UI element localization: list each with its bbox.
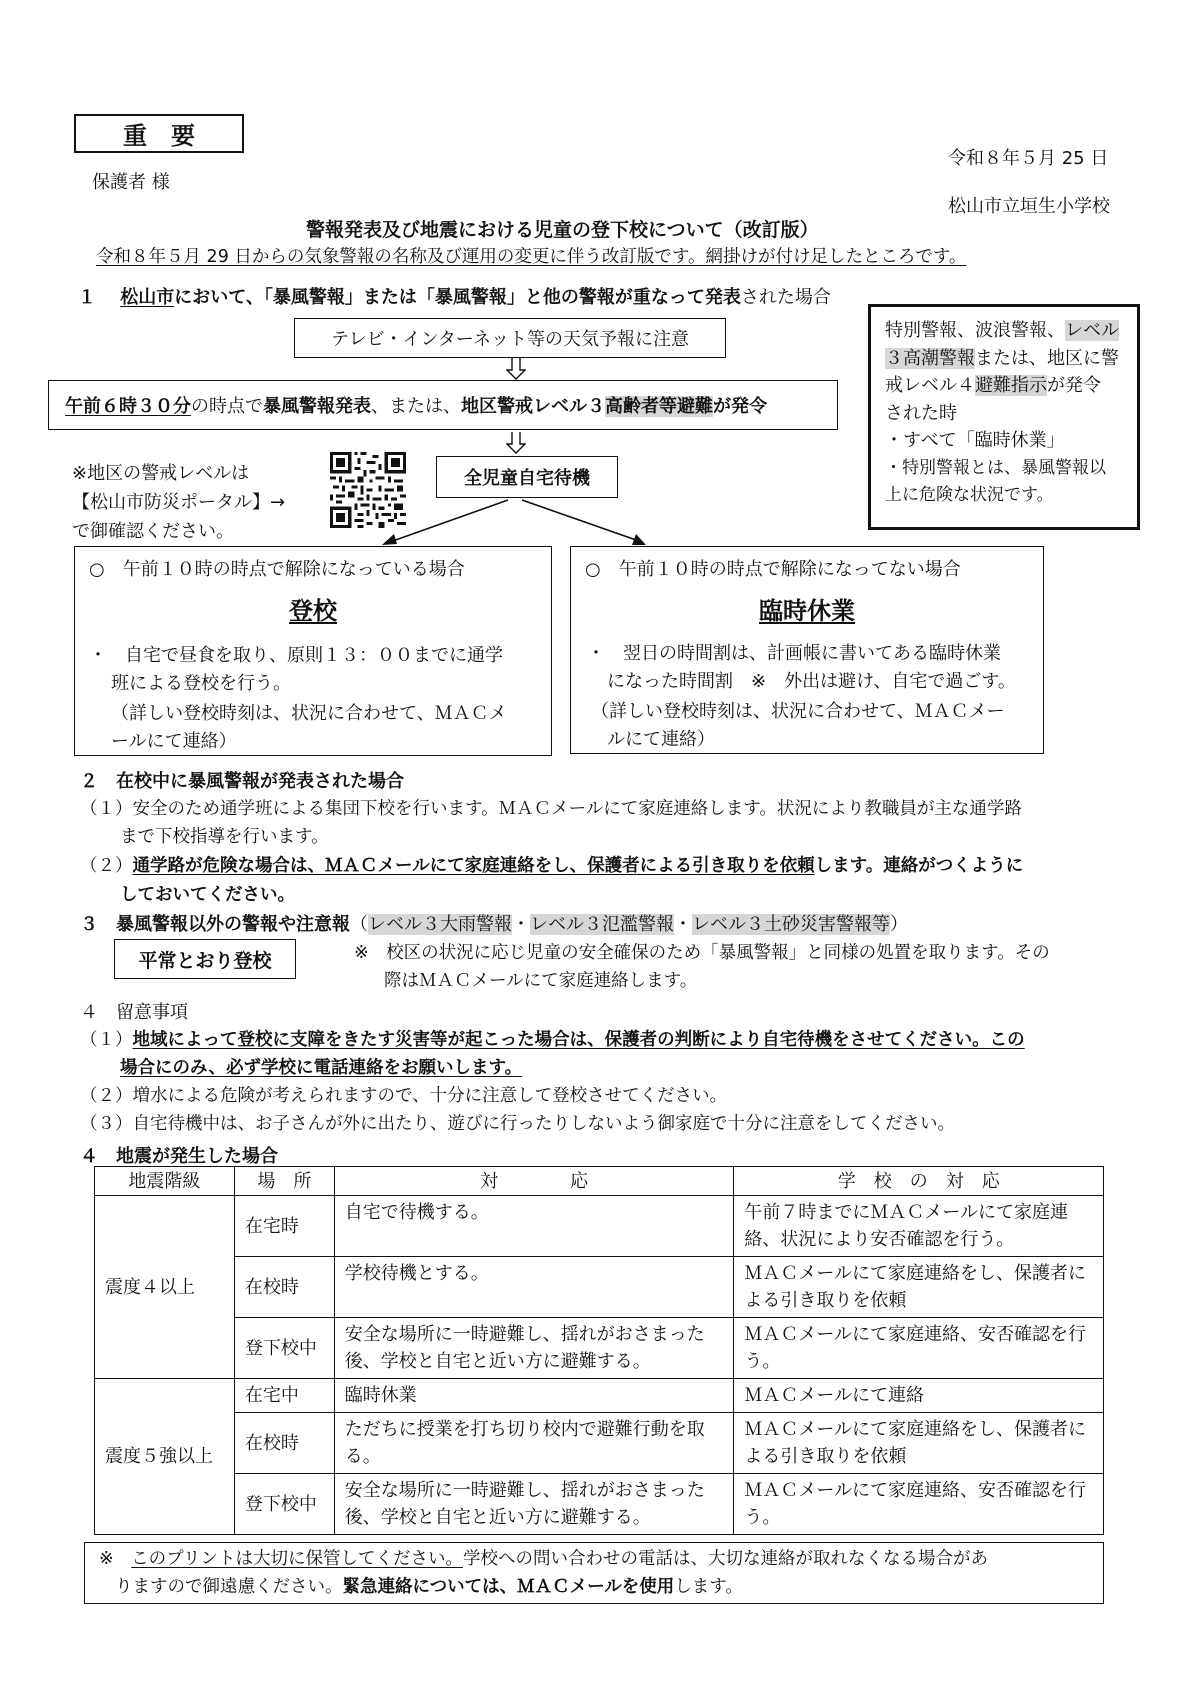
section3-level3-rain: レベル３大雨警報 — [368, 914, 512, 935]
footer-line-1 — [99, 1545, 1089, 1573]
level-note-1: ※地区の警戒レベルは — [72, 463, 250, 484]
special-line-1 — [885, 317, 1127, 345]
footer-emergency: 緊急連絡については、ＭＡＣメールを使用 — [342, 1577, 675, 1597]
footer-text-1: 学校への問い合わせの電話は、大切な連絡が取れなくなる場合があ — [462, 1549, 988, 1569]
section3-note-1: ※ 校区の状況に応じ児童の安全確保のため「暴風警報」と同様の処置を取ります。その — [354, 943, 1050, 963]
school-cell: ＭＡＣメールにて連絡 — [734, 1379, 1104, 1413]
table-row — [95, 1196, 1104, 1257]
section2-heading: ２ 在校中に暴風警報が発表された場合 — [80, 771, 404, 792]
earthquake-table — [94, 1166, 1104, 1535]
footer-note-box — [84, 1542, 1104, 1604]
tv-notice-box — [294, 318, 726, 358]
normal-school-label: 平常とおり登校 — [138, 949, 272, 972]
section2-para2-end: しておいてください。 — [120, 885, 295, 905]
col-header-response: 対 応 — [334, 1167, 734, 1196]
level-group-1: 震度４以上 — [95, 1196, 235, 1379]
special-line-2 — [885, 345, 1127, 373]
response-cell: 自宅で待機する。 — [334, 1196, 734, 1257]
special-text-2a: ３高潮警報 — [885, 347, 975, 369]
section1-heading-tail: された場合 — [740, 287, 831, 308]
section1-number: １ — [78, 287, 96, 308]
level-group-2: 震度５強以上 — [95, 1379, 235, 1535]
place-cell: 在校時 — [234, 1413, 334, 1474]
section4-para1-end: 場合にのみ、必ず学校に電話連絡をお願いします。 — [120, 1058, 523, 1078]
response-cell: 安全な場所に一時避難し、揺れがおさまった後、学校と自宅と近い方に避難する。 — [334, 1318, 734, 1379]
school-cell: ＭＡＣメールにて家庭連絡、安否確認を行う。 — [734, 1474, 1104, 1535]
school-name: 松山市立垣生小学校 — [948, 196, 1110, 217]
section4-para3: （３）自宅待機中は、お子さんが外に出たり、遊びに行ったりしないよう御家庭で十分に注意をしてください。 — [80, 1114, 955, 1134]
school-cell: ＭＡＣメールにて家庭連絡、安否確認を行う。 — [734, 1318, 1104, 1379]
table-row — [95, 1318, 1104, 1379]
place-cell: 在校時 — [234, 1257, 334, 1318]
col-header-school-response: 学 校 の 対 応 — [734, 1167, 1104, 1196]
level-note-2: 【松山市防災ポータル】→ — [72, 492, 286, 513]
condition-box — [48, 380, 838, 430]
special-text-3c: が発令 — [1047, 375, 1101, 396]
special-line-3 — [885, 372, 1127, 400]
tv-notice-text: テレビ・インターネット等の天気予報に注意 — [330, 329, 690, 350]
case-not-lifted-box — [570, 546, 1044, 754]
issue-date: 令和８年５月 25 日 — [948, 148, 1109, 169]
recipient: 保護者 様 — [92, 172, 170, 193]
section2-para2-bold: 通学路が危険な場合は、ＭＡＣメールにて家庭連絡をし、保護者による引き取りを依頼 — [132, 856, 815, 876]
special-line-6: ・特別警報とは、暴風警報以 — [885, 457, 1106, 478]
response-cell: 学校待機とする。 — [334, 1257, 734, 1318]
table-row — [95, 1413, 1104, 1474]
school-cell: 午前７時までにＭＡＣメールにて家庭連絡、状況により安否確認を行う。 — [734, 1196, 1104, 1257]
section4-heading: ４ 留意事項 — [80, 1002, 188, 1023]
section3-level3-flood: レベル３氾濫警報 — [530, 914, 674, 935]
section2-para2 — [80, 852, 1023, 877]
condition-storm: 暴風警報発表 — [263, 396, 371, 417]
footer-text-3: します。 — [674, 1577, 743, 1597]
case-not-lifted-text-1: ・ 翌日の時間割は、計画帳に書いてある臨時休業 — [587, 643, 1001, 664]
case-lifted-box — [74, 546, 552, 756]
footer-text-2: りますので御遠慮ください。 — [115, 1577, 343, 1597]
section3-note-2: 際はＭＡＣメールにて家庭連絡します。 — [384, 971, 698, 991]
section2-para2-tail: します。連絡がつくように — [814, 856, 1024, 876]
school-cell: ＭＡＣメールにて家庭連絡をし、保護者による引き取りを依頼 — [734, 1257, 1104, 1318]
table-header-row — [95, 1167, 1104, 1196]
section3-sep-1: ・ — [512, 914, 530, 935]
col-header-place: 場 所 — [234, 1167, 334, 1196]
normal-school-box — [114, 939, 296, 979]
col-header-level: 地震階級 — [95, 1167, 235, 1196]
condition-time: 午前６時３０分 — [65, 396, 191, 417]
case-not-lifted-text-4: ルにて連絡） — [607, 729, 715, 750]
section3-heading — [80, 910, 908, 936]
case-lifted-text-3: （詳しい登校時刻は、状況に合わせて、ＭＡＣメ — [111, 703, 507, 724]
place-cell: 在宅時 — [234, 1196, 334, 1257]
case-lifted-text-4: ールにて連絡） — [111, 731, 237, 752]
special-text-3a: 戒レベル４ — [885, 375, 975, 396]
response-cell: ただちに授業を打ち切り校内で避難行動を取る。 — [334, 1413, 734, 1474]
special-warning-box — [868, 304, 1140, 530]
section4-para1 — [80, 1026, 1025, 1051]
footer-mark: ※ — [99, 1549, 132, 1569]
page-title: 警報発表及び地震における児童の登下校について（改訂版） — [306, 219, 819, 241]
special-text-2b: または、地区に警 — [975, 347, 1119, 369]
table-row — [95, 1379, 1104, 1413]
special-text-3b: 避難指示 — [975, 375, 1047, 396]
important-label: 重 要 — [123, 122, 195, 150]
special-line-4: された時 — [885, 402, 957, 424]
condition-level3: 地区警戒レベル３ — [461, 396, 605, 417]
condition-text-2: 、または、 — [371, 396, 461, 417]
place-cell: 登下校中 — [234, 1474, 334, 1535]
response-cell: 臨時休業 — [334, 1379, 734, 1413]
case-not-lifted-text-3: （詳しい登校時刻は、状況に合わせて、ＭＡＣメー — [591, 701, 1005, 722]
section1-heading — [78, 283, 831, 309]
condition-text-1: の時点で — [191, 396, 263, 417]
section1-heading-city: 松山市 — [120, 287, 175, 308]
down-arrow-icon — [506, 358, 526, 380]
section3-level3-landslide: レベル３土砂災害警報等 — [692, 914, 890, 935]
place-cell: 登下校中 — [234, 1318, 334, 1379]
section3-paren-close: ） — [890, 914, 908, 935]
condition-issued: が発令 — [713, 396, 767, 417]
special-line-7: 上に危険な状況です。 — [885, 485, 1054, 505]
footer-line-2 — [99, 1573, 1089, 1601]
footer-keep: このプリントは大切に保管してください。 — [131, 1549, 463, 1569]
section3-paren-open: （ — [350, 914, 368, 935]
special-text-1b: レベル — [1065, 320, 1119, 341]
place-cell: 在宅中 — [234, 1379, 334, 1413]
case-not-lifted-heading: 臨時休業 — [759, 597, 855, 625]
down-arrow-icon — [506, 432, 526, 454]
section1-heading-text: において、「暴風警報」または「暴風警報」と他の警報が重なって発表 — [174, 287, 741, 308]
section2-para2-num: （２） — [80, 856, 133, 876]
section5-heading: ４ 地震が発生した場合 — [80, 1146, 278, 1167]
school-cell: ＭＡＣメールにて家庭連絡をし、保護者による引き取りを依頼 — [734, 1413, 1104, 1474]
case-not-lifted-condition: ○ 午前１０時の時点で解除になってない場合 — [585, 559, 961, 580]
table-row — [95, 1257, 1104, 1318]
section3-heading-text: ３ 暴風警報以外の警報や注意報 — [80, 914, 350, 935]
case-lifted-text-1: ・ 自宅で昼食を取り、原則１３：００までに通学 — [89, 645, 503, 666]
special-text-1a: 特別警報、波浪警報、 — [885, 320, 1065, 341]
special-line-5: ・すべて「臨時休業」 — [885, 430, 1065, 451]
important-box — [74, 114, 244, 153]
condition-text — [65, 392, 767, 418]
case-lifted-text-2: 班による登校を行う。 — [111, 673, 291, 694]
table-row — [95, 1474, 1104, 1535]
condition-elderly: 高齢者等避難 — [605, 396, 713, 417]
section4-para1-bold: 地域によって登校に支障をきたす災害等が起こった場合は、保護者の判断により自宅待機をさせてください。この — [132, 1030, 1025, 1050]
page-subtitle: 令和８年５月 29 日からの気象警報の名称及び運用の変更に伴う改訂版です。網掛けが付け足したところです。 — [96, 247, 967, 267]
case-lifted-condition: ○ 午前１０時の時点で解除になっている場合 — [89, 559, 465, 580]
level-note-3: で御確認ください。 — [72, 521, 234, 542]
branch-arrows-icon — [380, 498, 650, 546]
section4-para1-num: （１） — [80, 1030, 133, 1050]
response-cell: 安全な場所に一時避難し、揺れがおさまった後、学校と自宅と近い方に避難する。 — [334, 1474, 734, 1535]
case-not-lifted-text-2: になった時間割 ※ 外出は避け、自宅で過ごす。 — [607, 671, 1016, 692]
case-lifted-heading: 登校 — [289, 597, 337, 625]
section3-sep-2: ・ — [674, 914, 692, 935]
section2-para1-b: まで下校指導を行います。 — [120, 827, 329, 847]
section2-para1-a: （１）安全のため通学班による集団下校を行います。ＭＡＣメールにて家庭連絡します。状況により教職員が主な通学路 — [80, 799, 1022, 819]
all-wait-box — [436, 456, 618, 498]
all-wait-label: 全児童自宅待機 — [464, 468, 590, 489]
section4-para2: （２）増水による危険が考えられますので、十分に注意して登校させてください。 — [80, 1086, 728, 1106]
